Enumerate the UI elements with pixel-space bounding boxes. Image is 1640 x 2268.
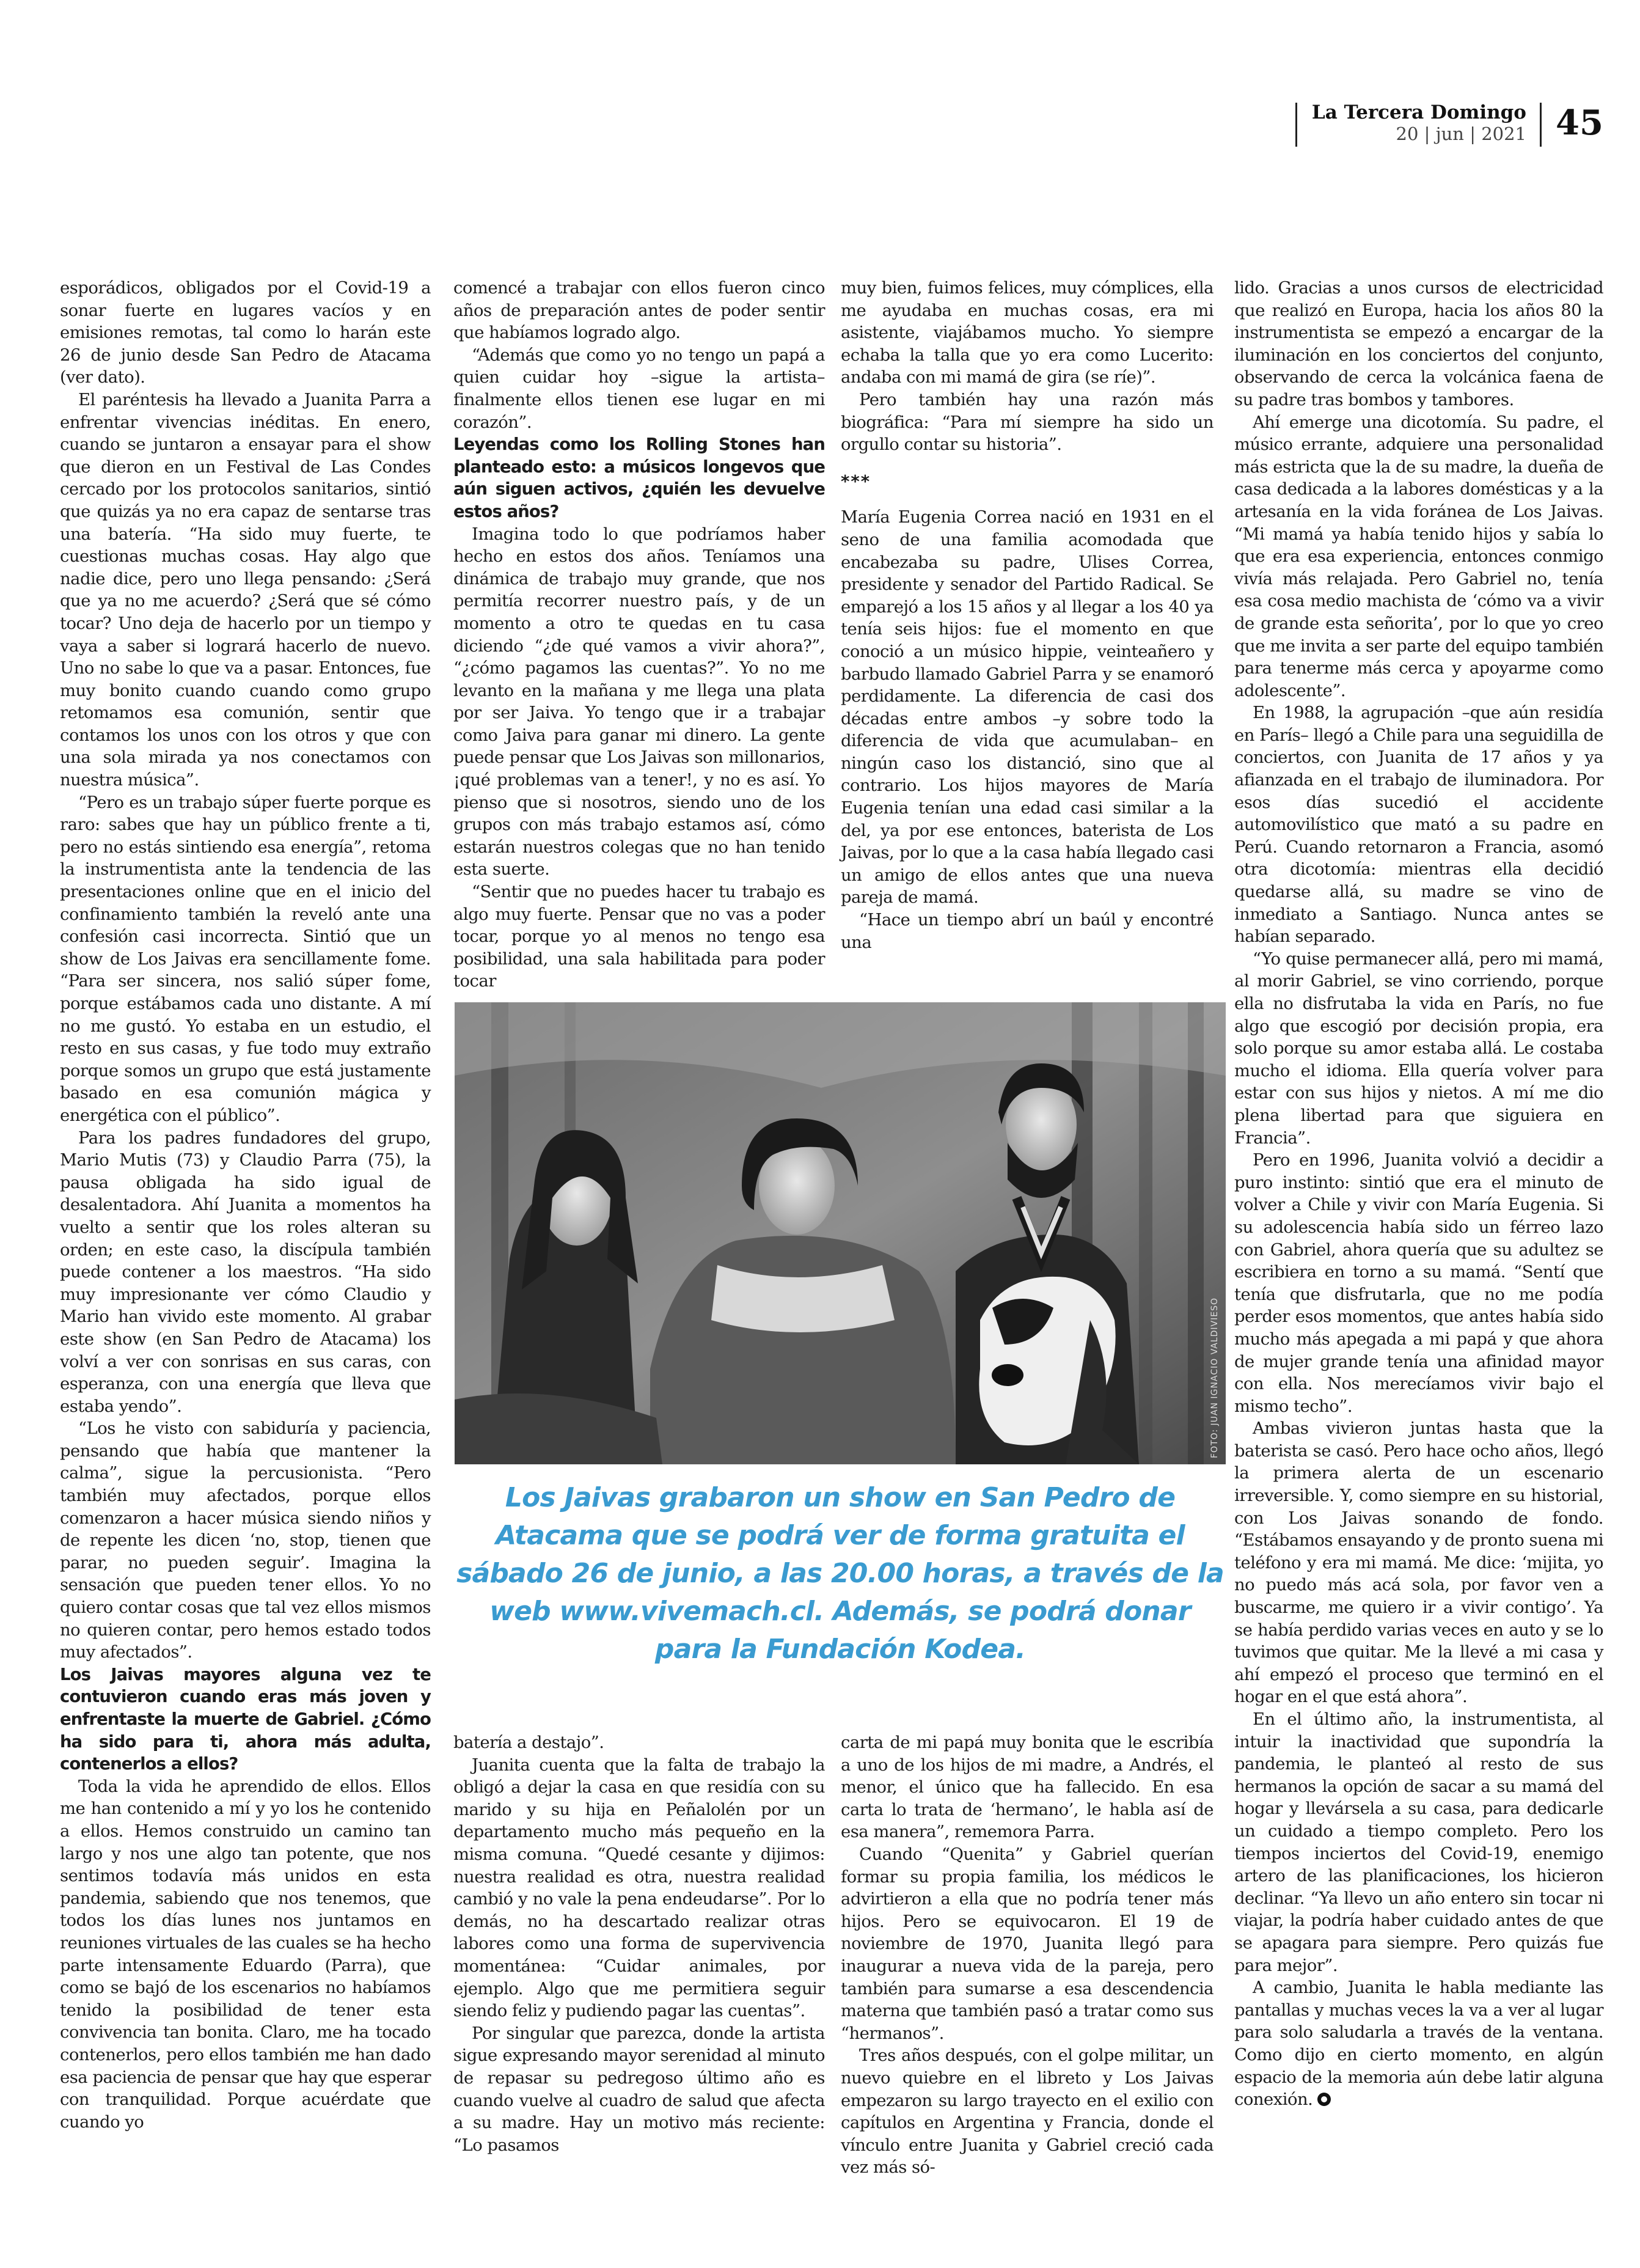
article-paragraph: En 1988, la agrupación –que aún residía en París– llegó a Chile para una seguidilla de conciertos, con Juanita de 17 años y ya afianzada en el trabajo de iluminadora. Por esos días sucedió el accidente automovilístico que mató a su padre en Perú. Cuando retornaron a Francia, asomó otra dicotomía: mientras ella decidió quedarse allá, su madre se vino de inmediato a Santiago. Nunca antes se habían separado. bbox=[1234, 703, 1603, 947]
article-paragraph: “Además que como yo no tengo un papá a quien cuidar hoy –sigue la artista– finalmente ellos tienen ese lugar en mi corazón”. bbox=[453, 345, 825, 432]
publication-date: 20 | jun | 2021 bbox=[1396, 123, 1526, 144]
article-paragraph: Pero también hay una razón más biográfica: “Para mí siempre ha sido un orgullo contar su historia”. bbox=[841, 389, 1214, 455]
article-column-2-top bbox=[453, 277, 825, 991]
article-column-3-top bbox=[841, 277, 1214, 986]
photo-caption: Los Jaivas grabaron un show en San Pedro de Atacama que se podrá ver de forma gratuita el sábado 26 de junio, a las 20.00 horas, a través de la web www.vivemach.cl. Además, se podrá donar para la Fundación Kodea. bbox=[456, 1482, 1224, 1665]
article-column-3-bottom bbox=[841, 1731, 1214, 2178]
article-paragraph: Ambas vivieron juntas hasta que la baterista se casó. Pero hace ocho años, llegó la primera alerta de un escenario irreversible. Y, como siempre en su historial, con Los Jaivas sonando de fondo. “Estábamos ensayando y de pronto suena mi teléfono y era mi mamá. Me dice: ‘mijita, yo no puedo más acá sola, por favor ven a buscarme, me quiero ir a vivir contigo’. Ya se había perdido varias veces en auto y se lo tuvimos que quitar. Me la llevé a mi casa y ahí empezó el proceso que terminó en el hogar en el que está ahora”. bbox=[1234, 1418, 1603, 1707]
article-paragraph: Toda la vida he aprendido de ellos. Ellos me han contenido a mí y yo los he contenido a ellos. Hemos construido un camino tan largo y nos une algo tan potente, que nos sentimos todavía más unidos en esta pandemia, sabiendo que nos tenemos, que todos los días lunes nos juntamos en reuniones virtuales de las cuales se ha hecho parte intensamente Eduardo (Parra), que como se bajó de los escenarios no habíamos tenido la posibilidad de tener esta convivencia tan bonita. Claro, me ha tocado contenerlos, pero ellos también me han dado esa paciencia de pensar que hay que esperar con tranquilidad. Porque acuérdate que cuando yo bbox=[60, 1776, 431, 2132]
article-paragraph: “Los he visto con sabiduría y paciencia, pensando que había que mantener la calma”, sigue la percusionista. “Pero también muy afectados, porque ellos comenzaron a hacer música siendo niños y de repente les dicen ‘no, stop, tienen que parar, no pueden seguir’. Imagina la sensación que pueden tener ellos. Yo no quiero contar cosas que tal vez ellos mismos no quieren contar, pero hemos estado todos muy afectados”. bbox=[60, 1418, 431, 1662]
photo-credit: FOTO: JUAN IGNACIO VALDIVIESO bbox=[1210, 1297, 1220, 1458]
article-paragraph: lido. Gracias a unos cursos de electricidad que realizó en Europa, hacia los años 80 la instrumentista se empezó a encargar de la iluminación en los conciertos del conjunto, observando de cerca la volcánica faena de su padre tras bombos y tambores. bbox=[1234, 278, 1603, 409]
interview-question: Leyendas como los Rolling Stones han planteado esto: a músicos longevos que aún siguen activos, ¿quién les devuelve estos años? bbox=[453, 435, 825, 521]
article-paragraph: “Yo quise permanecer allá, pero mi mamá, al morir Gabriel, se vino corriendo, porque ella no disfrutaba la vida en París, no fue algo que escogió por decisión propia, era solo porque su amor estaba allá. Le costaba mucho el idioma. Ella quería volver para estar con sus hijos y nietos. A mí me dio plena libertad para que siguiera en Francia”. bbox=[1234, 949, 1603, 1148]
article-column-4 bbox=[1234, 277, 1603, 2165]
article-paragraph: carta de mi papá muy bonita que le escribía a uno de los hijos de mi madre, a Andrés, el menor, el único que ha fallecido. En esa carta lo trata de ‘hermano’, le habla así de esa manera”, rememora Parra. bbox=[841, 1733, 1214, 1842]
article-paragraph: En el último año, la instrumentista, al intuir la inactividad que supondría la pandemia, le planteó al resto de sus hermanos la opción de sacar a su mamá del hogar y llevársela a su casa, para dedicarle un cuidado a tiempo completo. Pero los tiempos inciertos del Covid-19, enemigo artero de las planificaciones, los hicieron declinar. “Ya llevo un año entero sin tocar ni viajar, la podría haber cuidado antes de que se apagara para siempre. Pero quizás fue para mejor”. bbox=[1234, 1709, 1603, 1975]
article-paragraph: María Eugenia Correa nació en 1931 en el seno de una familia acomodada que encabezaba su padre, Ulises Correa, presidente y senador del Partido Radical. Se emparejó a los 15 años y al llegar a los 40 ya tenía seis hijos: fue el momento en que conoció a un músico hippie, veinteañero y barbudo llamado Gabriel Parra y se enamoró perdidamente. La diferencia de casi dos décadas entre ambos –y sobre todo la diferencia de vida que acumulaban– en ningún caso los distanció, sino que al contrario. Los hijos mayores de María Eugenia tenían una edad casi similar a la del, ya por ese entonces, baterista de Los Jaivas, por lo que a la casa había llegado casi un amigo de ellos antes que una nueva pareja de mamá. bbox=[841, 507, 1214, 908]
header-divider bbox=[1295, 103, 1297, 147]
article-paragraph: Imagina todo lo que podríamos haber hecho en estos dos años. Teníamos una dinámica de trabajo muy grande, que nos permitía recorrer nuestro país, y de un momento a otro te quedas en tu casa diciendo “¿de qué vamos a vivir ahora?”, “¿cómo pagamos las cuentas?”. Yo no me levanto en la mañana y me llega una plata por ser Jaiva. Yo tengo que ir a trabajar como Jaiva para ganar mi dinero. La gente puede pensar que Los Jaivas son millonarios, ¡qué problemas van a tener!, y no es así. Yo pienso que si nosotros, siendo uno de los grupos con más trabajo estamos así, cómo estarán nuestros colegas que no han tenido esta suerte. bbox=[453, 524, 825, 879]
article-paragraph: esporádicos, obligados por el Covid-19 a sonar fuerte en lugares vacíos y en emisiones remotas, tal como lo harán este 26 de junio desde San Pedro de Atacama (ver dato). bbox=[60, 278, 431, 387]
section-separator: *** bbox=[841, 471, 871, 491]
article-column-1 bbox=[60, 277, 431, 2165]
end-of-article-icon bbox=[1317, 2093, 1331, 2106]
article-paragraph: Por singular que parezca, donde la artista sigue expresando mayor serenidad al minuto de repasar su pedregoso último año es cuando vuelve al cuadro de salud que afecta a su madre. Hay un motivo más reciente: “Lo pasamos bbox=[453, 2023, 825, 2155]
page-header bbox=[1295, 103, 1601, 152]
article-paragraph: “Pero es un trabajo súper fuerte porque es raro: sabes que hay un público frente a ti, pero no estás sintiendo esa energía”, retoma la instrumentista ante la tendencia de las presentaciones online que en el inicio del confinamiento también la reveló ante una confesión casi incorrecta. Sintió que un show de Los Jaivas era sencillamente fome. “Para ser sincera, nos salió súper fome, porque estábamos cada uno distante. A mí no me gustó. Yo estaba en un estudio, el resto en sus casas, y fue todo muy extraño porque somos un grupo que está justamente basado en esa comunión mágica y energética con el público”. bbox=[60, 792, 431, 1125]
interview-question: Los Jaivas mayores alguna vez te contuvieron cuando eras más joven y enfrentaste la muerte de Gabriel. ¿Cómo ha sido para ti, ahora más adulta, contenerlos a ellos? bbox=[60, 1664, 431, 1774]
article-paragraph: Juanita cuenta que la falta de trabajo la obligó a dejar la casa en que residía con su marido y su hija en Peñalolén por un departamento mucho más pequeño en la misma comuna. “Quedé cesante y dijimos: nuestra realidad es otra, nuestra realidad cambió y no vale la pena endeudarse”. Por lo demás, no ha descartado realizar otras labores como una forma de supervivencia momentánea: “Cuidar animales, por ejemplo. Algo que me permitiera seguir siendo feliz y pudiendo pagar las cuentas”. bbox=[453, 1755, 825, 2021]
article-photo bbox=[455, 1002, 1226, 1464]
article-paragraph: Cuando “Quenita” y Gabriel querían formar su propia familia, los médicos le advirtieron a ella que no podría tener más hijos. Pero se equivocaron. El 19 de noviembre de 1970, Juanita llegó para inaugurar a nueva vida de la pareja, pero también para sumarse a esa descendencia materna que también pasó a tratar como sus “hermanos”. bbox=[841, 1844, 1214, 2043]
article-paragraph: Tres años después, con el golpe militar, un nuevo quiebre en el libreto y Los Jaivas empezaron su largo trayecto en el exilio con capítulos en Argentina y Francia, donde el vínculo entre Juanita y Gabriel creció cada vez más só- bbox=[841, 2046, 1214, 2178]
family-photo-image bbox=[455, 1002, 1226, 1464]
article-paragraph: Para los padres fundadores del grupo, Mario Mutis (73) y Claudio Parra (75), la pausa obligada ha sido igual de desalentadora. Ahí Juanita a momentos ha vuelto a sentir que los roles alteran su orden; en este caso, la discípula también puede contener a los maestros. “Ha sido muy impresionante ver cómo Claudio y Mario han vivido este momento. Al grabar este show (en San Pedro de Atacama) los volví a ver con sonrisas en sus caras, con esperanza, con una energía que lleva que estaba yendo”. bbox=[60, 1128, 431, 1416]
article-paragraph: Ahí emerge una dicotomía. Su padre, el músico errante, adquiere una personalidad más estricta que la de su madre, la dueña de casa dedicada a la labores domésticas y a la artesanía en la vida foránea de Los Jaivas. “Mi mamá ya había tenido hijos y sabía lo que era esa experiencia, entonces conmigo vivía más relajada. Pero Gabriel no, tenía esa cosa medio machista de ‘cómo va a vivir de grande esta señorita’, por lo que yo creo que me invita a ser parte del equipo también para tenerme más cerca y apoyarme como adolescente”. bbox=[1234, 412, 1603, 700]
article-paragraph: comencé a trabajar con ellos fueron cinco años de preparación antes de poder sentir que habíamos logrado algo. bbox=[453, 278, 825, 343]
article-paragraph: batería a destajo”. bbox=[453, 1733, 604, 1752]
article-paragraph: Pero en 1996, Juanita volvió a decidir a puro instinto: sintió que era el minuto de volver a Chile y vivir con María Eugenia. Si su adolescencia había sido un férreo lazo con Gabriel, ahora quería que su adultez se escribiera en torno a su mamá. “Sentí que tenía que disfrutarla, que no me podía perder esos momentos, que antes había sido mucho más apegada a mi papá y que ahora de mujer grande tenía una afinidad mayor con ella. Nos merecíamos vivir bajo el mismo techo”. bbox=[1234, 1150, 1603, 1416]
article-paragraph: A cambio, Juanita le habla mediante las pantallas y muchas veces la va a ver al lugar para solo saludarla a través de la ventana. Como dijo en cierto momento, en algún espacio de la memoria aún debe latir alguna conexión. bbox=[1234, 1978, 1603, 2110]
header-divider bbox=[1540, 103, 1542, 147]
article-column-2-bottom bbox=[453, 1731, 825, 2165]
article-paragraph: “Hace un tiempo abrí un baúl y encontré una bbox=[841, 910, 1214, 952]
article-paragraph: El paréntesis ha llevado a Juanita Parra a enfrentar vivencias inéditas. En enero, cuando se juntaron a ensayar para el show que dieron en un Festival de Las Condes cercado por los protocolos sanitarios, sintió que quizás ya no era capaz de sentarse tras una batería. “Ha sido muy fuerte, te cuestionas muchas cosas. Hay algo que nadie dice, pero uno llega pensando: ¿Será que ya no me acuerdo? ¿Será que sé cómo tocar? Uno deja de hacerlo por un tiempo y vaya a saber si logrará hacerlo de nuevo. Uno no sabe lo que va a pasar. Entonces, fue muy bonito cuando cuando como grupo retomamos esa comunión, sentir que contamos los unos con los otros y que con una sola mirada ya nos conectamos con nuestra música”. bbox=[60, 389, 431, 790]
article-paragraph: muy bien, fuimos felices, muy cómplices, ella me ayudaba en muchas cosas, era mi asistente, viajábamos mucho. Yo siempre echaba la talla que yo era como Lucerito: andaba con mi mamá de gira (se ríe)”. bbox=[841, 278, 1214, 387]
article-paragraph: “Sentir que no puedes hacer tu trabajo es algo muy fuerte. Pensar que no vas a poder tocar, porque yo al menos no tengo esa posibilidad, una sala habilitada para poder tocar bbox=[453, 882, 825, 991]
publication-name: La Tercera Domingo bbox=[1311, 101, 1526, 123]
page-number: 45 bbox=[1556, 103, 1603, 143]
